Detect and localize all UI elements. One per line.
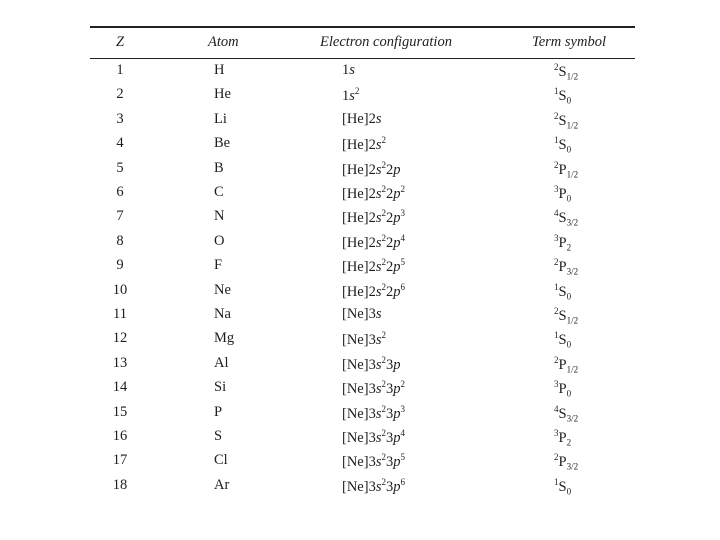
row-z: 6: [116, 184, 124, 200]
term-letter: S: [558, 63, 567, 80]
term-letter: S: [558, 307, 567, 324]
term-letter: S: [558, 137, 567, 154]
config-occupancy: 2: [381, 281, 386, 292]
config-shell-number: 3: [385, 356, 394, 373]
config-shell-number: 3: [368, 356, 376, 373]
config-occupancy: 4: [400, 428, 405, 438]
config-shell-number: 2: [368, 283, 376, 300]
term-letter: P: [558, 381, 567, 398]
row-term-symbol: [554, 282, 571, 302]
term-multiplicity: 2: [554, 110, 559, 121]
row-electron-configuration: [342, 160, 400, 179]
term-j: 0: [566, 291, 572, 302]
row-z: 2: [116, 86, 124, 103]
term-j: 0: [566, 193, 572, 204]
row-z: 13: [112, 354, 128, 371]
config-occupancy: 5: [400, 257, 405, 268]
config-orbital-letter: s: [375, 283, 382, 300]
row-term-symbol: [554, 208, 578, 228]
term-j: 0: [566, 340, 572, 351]
row-atom: Ar: [214, 476, 230, 493]
row-atom: Ne: [214, 281, 231, 298]
term-j: 0: [566, 96, 572, 107]
config-shell-number: 3: [368, 405, 376, 422]
row-term-symbol: [554, 257, 578, 277]
row-term-symbol: [554, 379, 571, 399]
row-z: 1: [116, 62, 124, 78]
row-electron-configuration: [342, 135, 386, 154]
term-j: 3/2: [566, 462, 579, 473]
row-term-symbol: [554, 111, 578, 131]
table-header-rule: [90, 58, 635, 59]
row-term-symbol: [554, 86, 571, 106]
row-term-symbol: [554, 404, 578, 424]
term-j: 3/2: [566, 218, 579, 229]
config-shell-number: 3: [385, 381, 394, 398]
config-occupancy: 2: [381, 476, 386, 487]
config-shell-number: 3: [385, 429, 394, 446]
term-j: 3/2: [566, 266, 579, 277]
term-multiplicity: 4: [554, 208, 559, 219]
config-occupancy: 2: [381, 208, 386, 219]
config-shell-number: 3: [385, 405, 394, 422]
config-orbital-letter: s: [375, 137, 382, 154]
row-term-symbol: [554, 160, 578, 180]
row-atom: N: [214, 208, 225, 225]
row-electron-configuration: [342, 62, 355, 79]
row-atom: Si: [214, 379, 227, 396]
config-shell-number: 3: [368, 381, 376, 398]
config-shell-number: 1: [342, 88, 350, 105]
config-shell-number: 2: [385, 161, 394, 178]
config-orbital-letter: p: [393, 429, 401, 446]
term-letter: P: [558, 356, 567, 373]
config-core: [He]: [342, 110, 369, 127]
config-core: [Ne]: [342, 306, 369, 322]
config-occupancy: 2: [381, 184, 386, 194]
config-occupancy: 2: [381, 257, 386, 268]
config-orbital-letter: s: [375, 259, 382, 276]
row-electron-configuration: [342, 184, 405, 203]
config-orbital-letter: s: [375, 306, 382, 322]
row-z: 14: [112, 379, 128, 396]
row-atom: C: [214, 184, 224, 200]
term-letter: P: [558, 454, 567, 471]
config-occupancy: 2: [354, 86, 360, 97]
row-z: 12: [112, 330, 128, 347]
term-multiplicity: 2: [554, 62, 559, 72]
config-occupancy: 2: [381, 159, 386, 170]
config-shell-number: 3: [368, 429, 376, 446]
term-multiplicity: 1: [554, 281, 559, 292]
config-orbital-letter: p: [393, 454, 401, 471]
config-orbital-letter: s: [375, 210, 382, 227]
term-multiplicity: 3: [554, 379, 559, 390]
config-shell-number: 2: [368, 161, 376, 178]
row-term-symbol: [554, 452, 578, 472]
term-letter: S: [558, 332, 567, 349]
config-shell-number: 3: [385, 478, 394, 495]
config-orbital-letter: s: [375, 478, 382, 495]
config-core: [Ne]: [342, 429, 369, 446]
term-j: 2: [566, 437, 572, 448]
config-orbital-letter: s: [375, 332, 382, 349]
config-core: [Ne]: [342, 405, 369, 422]
term-multiplicity: 3: [554, 428, 559, 438]
row-electron-configuration: [342, 306, 381, 323]
config-orbital-letter: p: [393, 210, 401, 227]
config-occupancy: 2: [381, 135, 386, 146]
row-z: 11: [113, 306, 127, 322]
config-shell-number: 3: [368, 332, 376, 349]
header-term-symbol: Term symbol: [532, 34, 606, 50]
term-j: 1/2: [566, 315, 579, 326]
term-letter: P: [558, 185, 567, 202]
term-letter: S: [558, 283, 567, 300]
config-orbital-letter: s: [349, 62, 355, 78]
term-multiplicity: 4: [554, 403, 559, 414]
config-shell-number: 3: [385, 454, 394, 471]
config-occupancy: 2: [381, 232, 386, 243]
term-multiplicity: 2: [554, 159, 559, 170]
row-z: 18: [112, 476, 128, 493]
config-orbital-letter: s: [349, 88, 355, 105]
row-term-symbol: [554, 184, 571, 204]
config-core: [He]: [342, 234, 369, 251]
row-electron-configuration: [342, 404, 405, 423]
term-multiplicity: 1: [554, 330, 559, 341]
term-letter: P: [558, 429, 567, 446]
row-z: 16: [112, 428, 128, 444]
config-shell-number: 1: [342, 62, 350, 78]
config-core: [Ne]: [342, 381, 369, 398]
config-shell-number: 2: [385, 283, 394, 300]
row-term-symbol: [554, 135, 571, 155]
term-j: 1/2: [566, 71, 579, 82]
term-letter: S: [558, 405, 567, 422]
config-core: [He]: [342, 137, 369, 154]
row-z: 17: [112, 452, 128, 469]
row-electron-configuration: [342, 233, 405, 252]
row-atom: H: [214, 62, 225, 78]
config-orbital-letter: s: [375, 405, 382, 422]
config-occupancy: 3: [400, 208, 405, 219]
config-orbital-letter: p: [393, 381, 401, 398]
config-occupancy: 2: [400, 184, 405, 194]
row-electron-configuration: [342, 330, 386, 349]
config-core: [Ne]: [342, 478, 369, 495]
row-z: 9: [116, 257, 124, 274]
config-occupancy: 2: [381, 330, 386, 341]
config-occupancy: 2: [400, 379, 405, 390]
row-z: 5: [116, 159, 124, 176]
config-occupancy: 2: [381, 403, 386, 414]
row-electron-configuration: [342, 111, 381, 128]
config-orbital-letter: p: [393, 356, 401, 373]
term-multiplicity: 2: [554, 257, 559, 268]
term-letter: S: [558, 478, 567, 495]
row-electron-configuration: [342, 208, 405, 227]
table-top-rule: [90, 26, 635, 28]
config-orbital-letter: p: [393, 478, 401, 495]
term-letter: P: [558, 234, 567, 251]
config-orbital-letter: s: [375, 454, 382, 471]
term-j: 0: [566, 486, 572, 497]
config-shell-number: 3: [368, 478, 376, 495]
config-shell-number: 2: [385, 210, 394, 227]
row-z: 15: [112, 403, 128, 420]
config-occupancy: 4: [400, 232, 405, 243]
config-shell-number: 2: [368, 259, 376, 276]
config-orbital-letter: s: [375, 429, 382, 446]
config-shell-number: 2: [368, 137, 376, 154]
config-occupancy: 2: [381, 428, 386, 438]
config-core: [Ne]: [342, 332, 369, 349]
row-atom: Na: [214, 306, 231, 322]
term-letter: S: [558, 210, 567, 227]
term-j: 1/2: [566, 364, 579, 375]
row-atom: He: [214, 86, 231, 103]
config-core: [He]: [342, 210, 369, 227]
config-shell-number: 2: [368, 210, 376, 227]
term-letter: S: [558, 88, 567, 105]
row-z: 4: [116, 135, 124, 152]
config-occupancy: 2: [381, 452, 386, 463]
config-shell-number: 2: [385, 259, 394, 276]
term-multiplicity: 3: [554, 232, 559, 243]
row-atom: F: [214, 257, 223, 274]
row-z: 3: [116, 110, 124, 127]
header-atom: Atom: [208, 34, 239, 50]
config-orbital-letter: p: [393, 234, 401, 251]
config-occupancy: 2: [381, 379, 386, 390]
row-term-symbol: [554, 330, 571, 350]
header-electron-configuration: Electron configuration: [320, 34, 452, 50]
config-orbital-letter: p: [393, 283, 401, 300]
config-shell-number: 2: [368, 185, 376, 202]
row-term-symbol: [554, 233, 571, 253]
config-orbital-letter: s: [375, 356, 382, 373]
row-electron-configuration: [342, 428, 405, 447]
config-occupancy: 6: [400, 281, 405, 292]
config-orbital-letter: s: [375, 110, 382, 127]
row-term-symbol: [554, 355, 578, 375]
row-electron-configuration: [342, 355, 400, 374]
term-multiplicity: 1: [554, 135, 559, 146]
row-atom: Mg: [214, 330, 235, 347]
row-electron-configuration: [342, 379, 405, 398]
term-multiplicity: 1: [554, 476, 559, 487]
row-atom: Al: [214, 354, 229, 371]
config-orbital-letter: s: [375, 381, 382, 398]
row-term-symbol: [554, 62, 578, 82]
row-atom: Cl: [214, 452, 228, 469]
row-atom: Li: [214, 110, 227, 127]
config-occupancy: 5: [400, 452, 405, 463]
config-orbital-letter: p: [393, 259, 401, 276]
config-occupancy: 3: [400, 403, 405, 414]
row-z: 10: [112, 281, 128, 298]
config-core: [He]: [342, 259, 369, 276]
row-z: 7: [116, 208, 124, 225]
term-j: 0: [566, 388, 572, 399]
config-orbital-letter: p: [393, 405, 401, 422]
term-j: 0: [566, 144, 572, 155]
config-shell-number: 3: [368, 306, 376, 322]
row-term-symbol: [554, 477, 571, 497]
config-shell-number: 2: [368, 234, 376, 251]
config-occupancy: 2: [381, 354, 386, 365]
row-atom: Be: [214, 135, 231, 152]
row-electron-configuration: [342, 282, 405, 301]
term-j: 3/2: [566, 413, 579, 424]
config-occupancy: 6: [400, 476, 405, 487]
config-orbital-letter: s: [375, 161, 382, 178]
term-j: 2: [566, 242, 572, 253]
config-shell-number: 2: [368, 110, 376, 127]
config-core: [He]: [342, 185, 369, 202]
row-electron-configuration: [342, 257, 405, 276]
config-orbital-letter: s: [375, 234, 382, 251]
row-atom: S: [214, 428, 223, 444]
term-multiplicity: 3: [554, 184, 559, 194]
config-orbital-letter: s: [375, 185, 382, 202]
term-j: 1/2: [566, 169, 579, 180]
row-atom: P: [214, 403, 223, 420]
row-term-symbol: [554, 306, 578, 326]
term-letter: S: [558, 112, 567, 129]
config-shell-number: 2: [385, 234, 394, 251]
header-z: Z: [115, 34, 125, 50]
config-shell-number: 2: [385, 185, 394, 202]
row-atom: B: [214, 159, 224, 176]
term-j: 1/2: [566, 120, 579, 131]
row-electron-configuration: [342, 86, 359, 105]
config-orbital-letter: p: [393, 185, 401, 202]
row-atom: O: [214, 232, 225, 249]
term-multiplicity: 1: [554, 86, 559, 97]
row-z: 8: [116, 232, 124, 249]
config-core: [He]: [342, 161, 369, 178]
config-shell-number: 3: [368, 454, 376, 471]
config-core: [He]: [342, 283, 369, 300]
row-term-symbol: [554, 428, 571, 448]
term-multiplicity: 2: [554, 452, 559, 463]
row-electron-configuration: [342, 452, 405, 471]
term-multiplicity: 2: [554, 306, 559, 316]
term-letter: P: [558, 161, 567, 178]
term-multiplicity: 2: [554, 354, 559, 365]
term-letter: P: [558, 259, 567, 276]
config-core: [Ne]: [342, 454, 369, 471]
config-core: [Ne]: [342, 356, 369, 373]
row-electron-configuration: [342, 477, 405, 496]
config-orbital-letter: p: [393, 161, 401, 178]
